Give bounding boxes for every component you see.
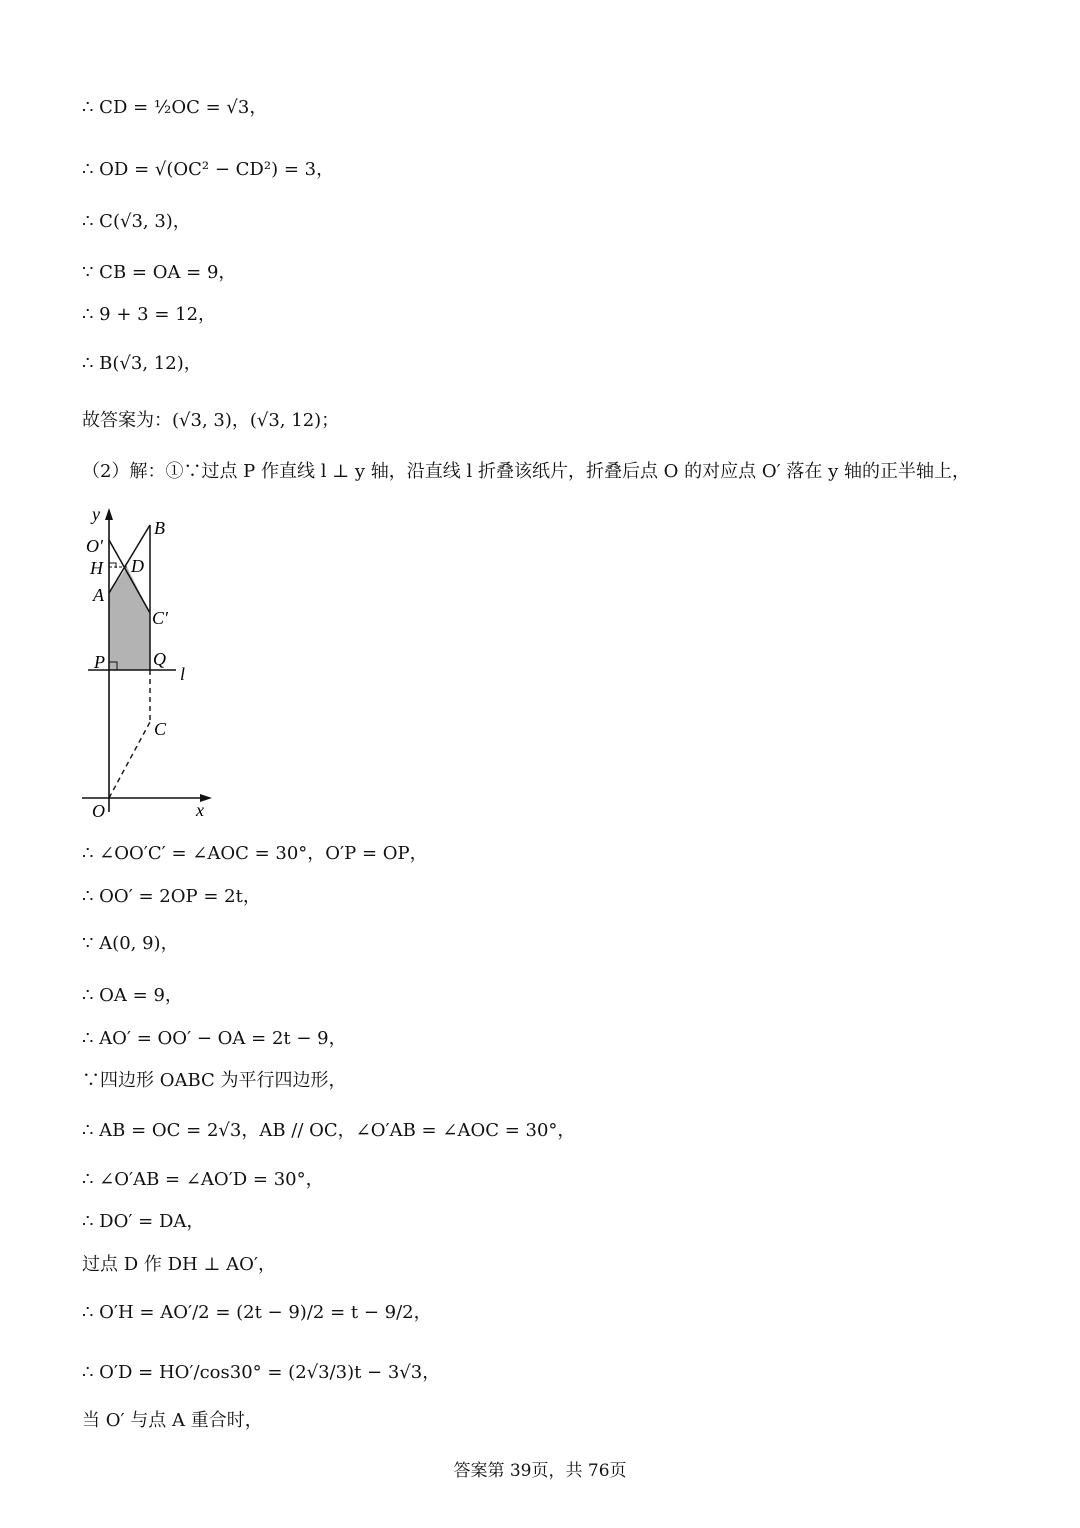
label-c: C — [154, 719, 167, 739]
line-21: 当 O′ 与点 A 重合时， — [82, 1410, 263, 1431]
label-p: P — [94, 652, 105, 672]
label-l: l — [180, 664, 186, 684]
label-h: H — [90, 558, 103, 578]
page-footer: 答案第 39页，共 76页 — [453, 1461, 627, 1481]
label-c-prime: C′ — [152, 608, 168, 628]
line-17: ∴ DO′ = DA， — [82, 1211, 205, 1232]
line-16: ∴ ∠O′AB = ∠AO′D = 30°， — [82, 1169, 324, 1190]
label-b: B — [154, 518, 165, 538]
line-12: ∴ OA = 9， — [82, 985, 183, 1006]
y-axis-arrow — [105, 508, 113, 520]
line-7: 故答案为：(√3, 3)，(√3, 12)； — [82, 410, 340, 431]
line-20: ∴ O′D = HO′/cos30° = (2√3/3)t − 3√3， — [82, 1362, 441, 1383]
line-11: ∵ A(0, 9)， — [82, 933, 179, 954]
line-9: ∴ ∠OO′C′ = ∠AOC = 30°，O′P = OP， — [82, 843, 428, 864]
geometry-figure — [74, 500, 224, 830]
line-18: 过点 D 作 DH ⊥ AO′， — [82, 1254, 276, 1275]
label-o: O — [92, 801, 105, 821]
line-5: ∴ 9 + 3 = 12， — [82, 304, 217, 325]
line-15: ∴ AB = OC = 2√3，AB // OC，∠O′AB = ∠AOC = 30°， — [82, 1120, 576, 1141]
label-o-prime: O′ — [86, 536, 103, 556]
line-10: ∴ OO′ = 2OP = 2t， — [82, 886, 261, 907]
line-8: （2）解：①∵过点 P 作直线 l ⊥ y 轴，沿直线 l 折叠该纸片，折叠后点 O 的对应点 O′ 落在 y 轴的正半轴上， — [82, 461, 971, 482]
label-q: Q — [153, 649, 166, 669]
line-14: ∵四边形 OABC 为平行四边形， — [82, 1070, 347, 1091]
line-6: ∴ B(√3, 12)， — [82, 353, 202, 374]
line-2: ∴ OD = √(OC² − CD²) = 3， — [82, 159, 335, 180]
label-d: D — [131, 556, 144, 576]
line-4: ∵ CB = OA = 9， — [82, 262, 237, 283]
label-y: y — [92, 504, 100, 524]
line-19: ∴ O′H = AO′/2 = (2t − 9)/2 = t − 9/2， — [82, 1302, 432, 1323]
line-13: ∴ AO′ = OO′ − OA = 2t − 9， — [82, 1028, 347, 1049]
label-a: A — [93, 585, 104, 605]
line-1: ∴ CD = ½OC = √3， — [82, 97, 268, 118]
line-3: ∴ C(√3, 3)， — [82, 211, 191, 232]
dashed-oc — [109, 722, 150, 798]
label-x: x — [196, 800, 204, 820]
